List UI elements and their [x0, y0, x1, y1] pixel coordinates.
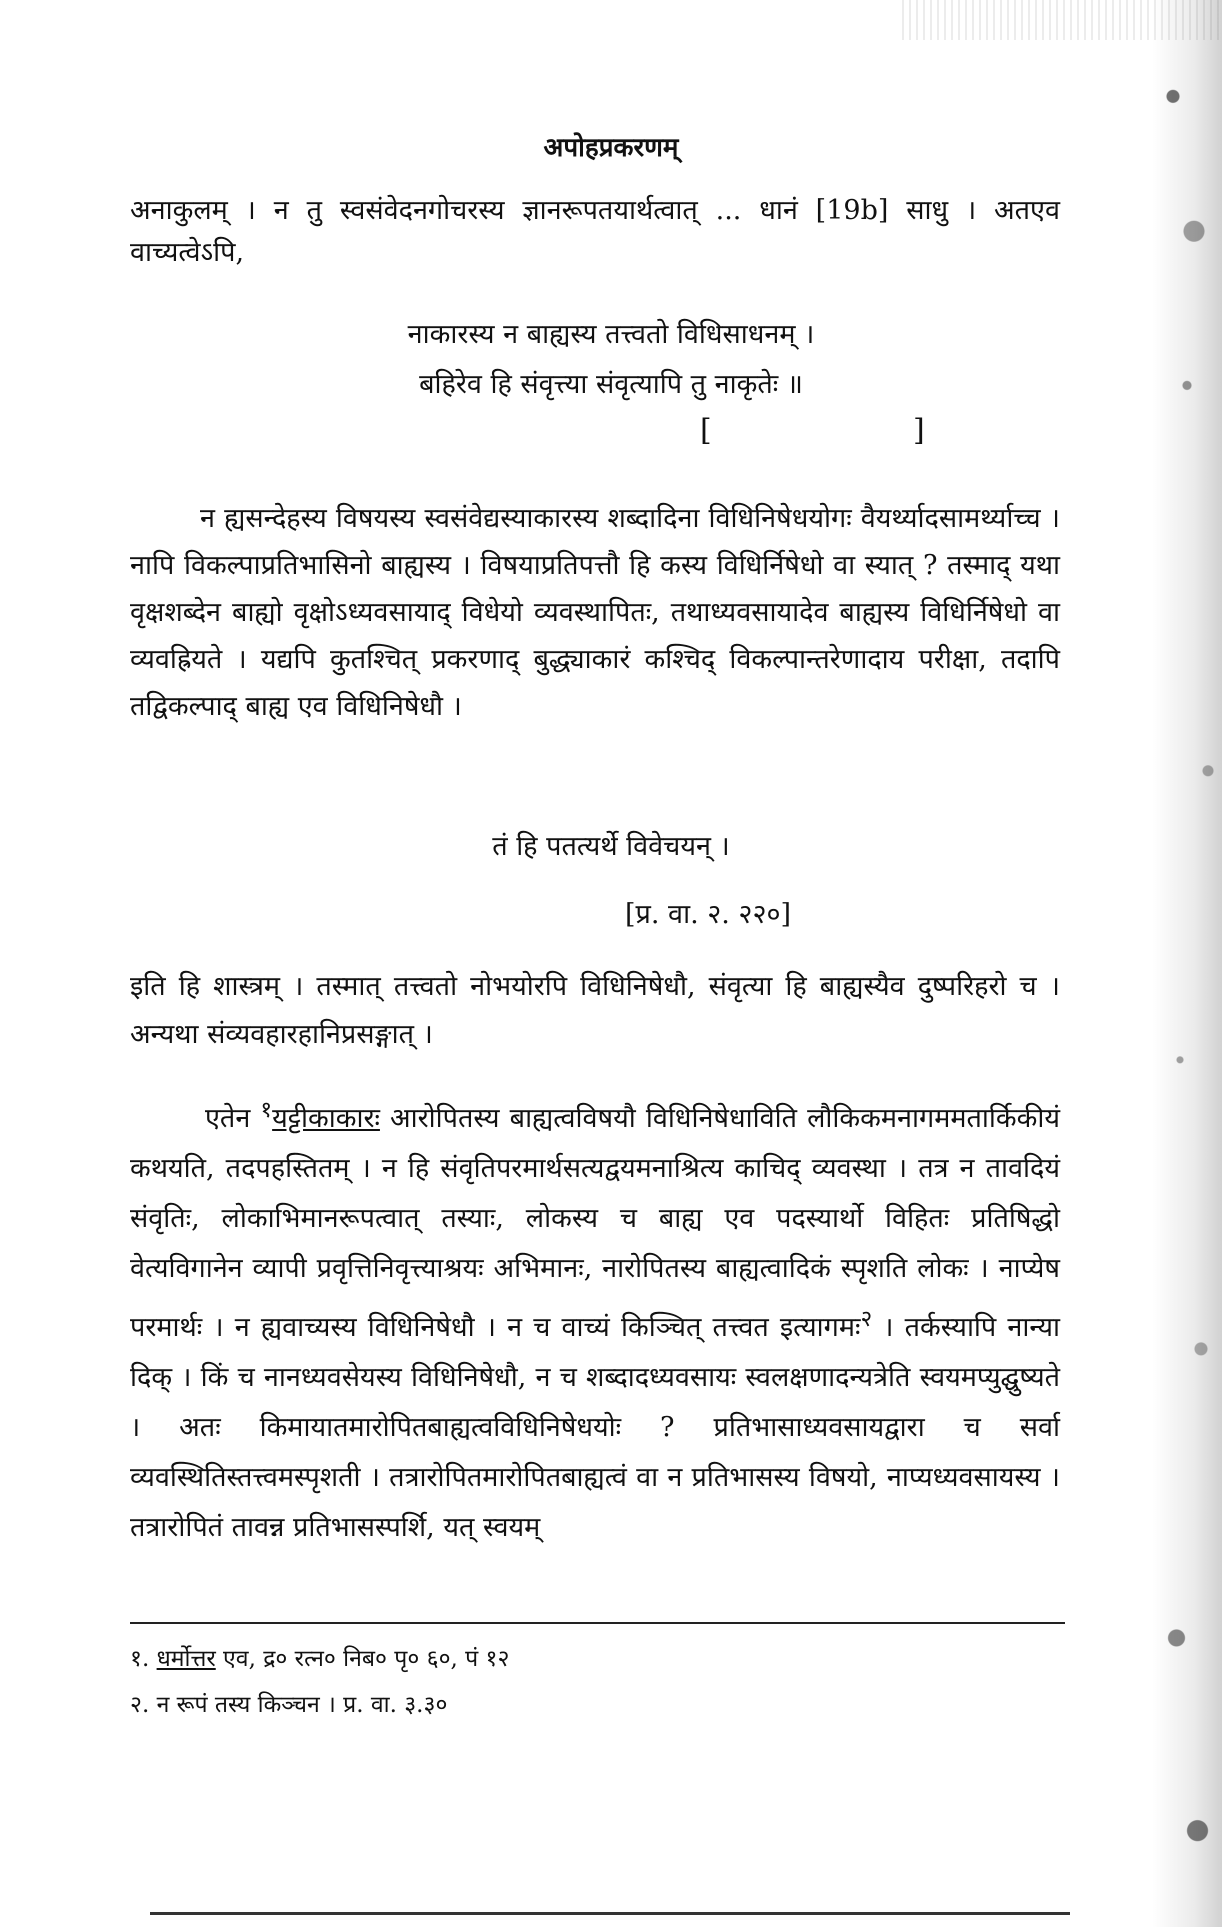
bottom-rule: [150, 1912, 1070, 1915]
scan-edge-noise: [1152, 0, 1222, 1927]
footnote-marker-2: २: [860, 1306, 873, 1332]
paragraph-4-prefix: एतेन: [205, 1103, 261, 1134]
footnote-1-text: एव, द्र० रत्न० निब० पृ० ६०, पं १२: [215, 1646, 510, 1672]
footnote-divider: [130, 1622, 1065, 1624]
verse-ref-bracket-close: ]: [913, 413, 925, 448]
footnote-1-term: धर्मोत्तर: [156, 1646, 216, 1672]
paragraph-4-body: आरोपितस्य बाह्यत्वविषयौ विधिनिषेधाविति लौकिकमनागममतार्किकीयं कथयति, तदपहस्तितम् । न हि संवृतिपरमार्थसत्यद्वयमनाश्रित्य काचिद् व्यवस्था । तत्र न तावदियं संवृतिः, लोकाभिमानरूपत्वात् तस्याः, लोकस्य च बाह्य एव पदस्यार्थो विहितः प्रतिषिद्धो वेत्यविगानेन व्यापी प्रवृत्तिनिवृत्त्याश्रयः अभिमानः, नारोपितस्य बाह्यत्वादिकं स्पृशति लोकः । नाप्येष परमार्थः । न ह्यवाच्यस्य विधिनिषेधौ । न च वाच्यं किञ्चित् तत्त्वत इत्यागमः: [130, 1103, 1060, 1343]
footnote-1-number: १.: [130, 1646, 150, 1672]
verse: [0, 310, 1222, 410]
verse-ref-bracket-open: [: [700, 413, 712, 448]
paragraph-1: अनाकुलम् । न तु स्वसंवेदनगोचरस्य ज्ञानरूपतयार्थत्वात् ... धानं [19b] साधु । अतएव वाच्यत्वेऽपि,: [130, 195, 1060, 268]
footnote-marker-1: १: [260, 1097, 273, 1123]
scan-top-noise: [902, 0, 1222, 40]
running-header: अपोहप्रकरणम्: [543, 133, 679, 163]
paragraph-4: [130, 1085, 1060, 1553]
footnotes: [130, 1636, 1060, 1728]
underlined-term: यट्टीकाकारः: [272, 1103, 380, 1134]
paragraph-4-tail: । तर्कस्यापि नान्या दिक् । किं च नानध्यवसेयस्य विधिनिषेधौ, न च शब्दादध्यवसायः स्वलक्षणादन्यत्रेति स्वयमप्युद्घुष्यते । अतः किमायातमारोपितबाह्यत्वविधिनिषेधयोः ? प्रतिभासाध्यवसायद्वारा च सर्वा व्यवस्थितिस्तत्त्वमस्पृशती । तत्रारोपितमारोपितबाह्यत्वं वा न प्रतिभासस्य विषयो, नाप्यध्यवसायस्य । तत्रारोपितं तावन्न प्रतिभासस्पर्शि, यत् स्वयम्: [130, 1312, 1061, 1543]
footnote-1: [130, 1636, 1060, 1682]
verse-line-2: बहिरेव हि संवृत्त्या संवृत्यापि तु नाकृतेः ॥: [419, 369, 803, 400]
footnote-2: २. न रूपं तस्य किञ्चन । प्र. वा. ३.३०: [130, 1692, 448, 1718]
quotation-reference: [प्र. वा. २. २२०]: [625, 899, 792, 930]
paragraph-3: इति हि शास्त्रम् । तस्मात् तत्त्वतो नोभयोरपि विधिनिषेधौ, संवृत्या हि बाह्यस्यैव दुष्परिहरो च । अन्यथा संव्यवहारहानिप्रसङ्गात् ।: [130, 971, 1060, 1050]
verse-line-1: नाकारस्य न बाह्यस्य तत्त्वतो विधिसाधनम् ।: [407, 319, 815, 350]
paragraph-2: न ह्यसन्देहस्य विषयस्य स्वसंवेद्यस्याकारस्य शब्दादिना विधिनिषेधयोगः वैयर्थ्यादसामर्थ्याच्च । नापि विकल्पाप्रतिभासिनो बाह्यस्य । विषयाप्रतिपत्तौ हि कस्य विधिर्निषेधो वा स्यात् ? तस्माद् यथा वृक्षशब्देन बाह्यो वृक्षोऽध्यवसायाद् विधेयो व्यवस्थापितः, तथाध्यवसायादेव बाह्यस्य विधिर्निषेधो वा व्यवह्रियते । यद्यपि कुतश्चित् प्रकरणाद् बुद्ध्याकारं कश्चिद् विकल्पान्तरेणादाय परीक्षा, तदापि तद्विकल्पाद् बाह्य एव विधिनिषेधौ ।: [130, 503, 1060, 722]
quotation: तं हि पतत्यर्थे विवेचयन् ।: [492, 831, 730, 862]
